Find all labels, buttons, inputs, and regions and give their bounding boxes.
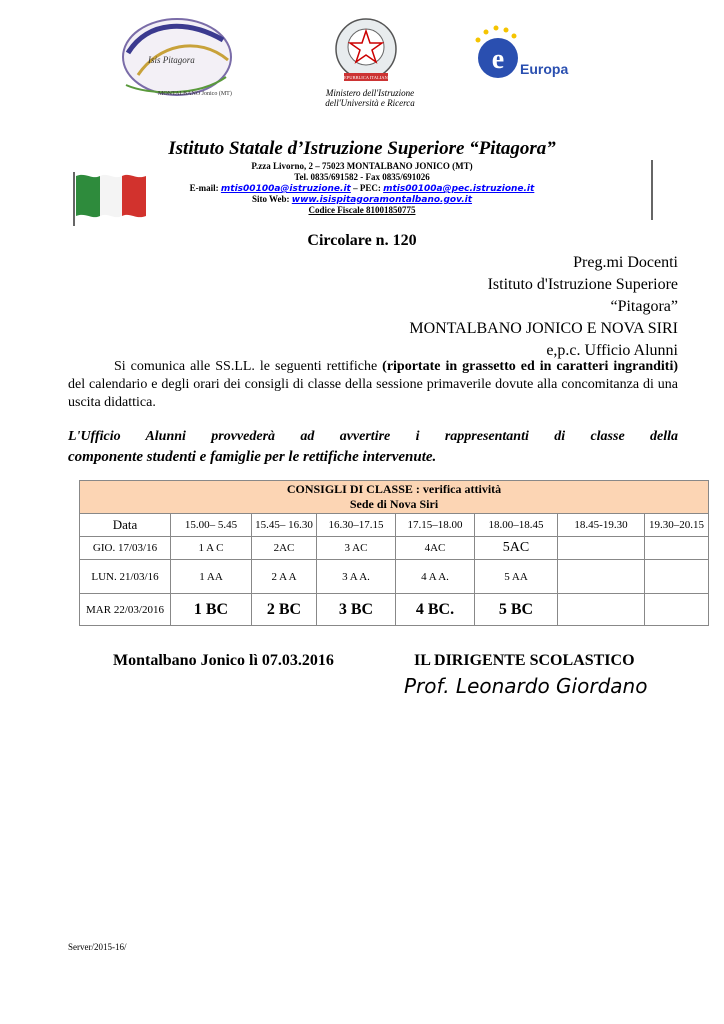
italian-republic-emblem: [330, 15, 402, 87]
table-cell: 3 BC: [317, 594, 396, 626]
school-logo-text: Isis Pitagora: [148, 55, 195, 65]
circolare-number: Circolare n. 120: [307, 232, 417, 249]
pec-link[interactable]: mtis00100a@pec.istruzione.it: [383, 184, 535, 194]
notice-line1: L'Ufficio Alunni provvederà ad avvertire i rappresentanti di classe della: [68, 429, 678, 444]
notice-line2: componente studenti e famiglie per le rettifiche intervenute.: [68, 449, 437, 465]
table-cell: LUN. 21/03/16: [80, 560, 171, 594]
school-logo: [118, 15, 236, 100]
body-text: Si comunica alle SS.LL. le seguenti rettifiche: [114, 359, 383, 374]
column-header: 15.45– 16.30: [252, 514, 317, 537]
table-cell: 5 BC: [475, 594, 558, 626]
email-link[interactable]: mtis00100a@istruzione.it: [220, 184, 351, 194]
table-cell: 3 AC: [317, 537, 396, 560]
table-cell: 5AC: [475, 537, 558, 560]
fiscal-code: Codice Fiscale 81001850775: [308, 205, 416, 215]
table-cell: [645, 537, 709, 560]
recipient-line: MONTALBANO JONICO E NOVA SIRI: [409, 320, 678, 337]
place-date: Montalbano Jonico lì 07.03.2016: [113, 652, 334, 669]
europa-label: Europa: [520, 61, 569, 77]
table-header-row: [80, 514, 709, 537]
vertical-rule: [651, 160, 653, 220]
ministry-line1: Ministero dell'Istruzione: [325, 88, 415, 98]
signatory-name: Prof. Leonardo Giordano: [404, 674, 648, 698]
body-bold-text: (riportate in grassetto ed in caratteri ingranditi): [382, 359, 678, 374]
table-cell: [645, 594, 709, 626]
table-cell: 2 A A: [252, 560, 317, 594]
phone-line: Tel. 0835/691582 - Fax 0835/691026: [294, 172, 430, 182]
table-title-line1: CONSIGLI DI CLASSE : verifica attività: [286, 482, 502, 496]
table-cell: 3 A A.: [317, 560, 396, 594]
table-row: [80, 560, 709, 594]
table-cell: [645, 560, 709, 594]
school-logo-ring-text: MONTALBANO Jonico (MT): [158, 91, 232, 97]
column-header: 18.00–18.45: [475, 514, 558, 537]
column-header: 18.45-19.30: [558, 514, 645, 537]
body-text: del calendario e degli orari dei consigli di classe della sessione primaverile dovute alla concomitanza di una uscita didattica.: [68, 377, 678, 410]
europa-logo: [468, 22, 569, 92]
svg-text:e: e: [491, 44, 505, 75]
address-line: P.zza Livorno, 2 – 75023 MONTALBANO JONICO (MT): [251, 161, 473, 171]
column-header: Data: [80, 514, 171, 537]
column-header: 16.30–17.15: [317, 514, 396, 537]
table-cell: MAR 22/03/2016: [80, 594, 171, 626]
column-header: 19.30–20.15: [645, 514, 709, 537]
italian-flag-icon: [70, 170, 150, 226]
body-paragraph: [68, 358, 678, 412]
ministry-caption: [300, 88, 440, 108]
table-cell: 2 BC: [252, 594, 317, 626]
web-link[interactable]: www.isispitagoramontalbano.gov.it: [291, 195, 473, 205]
recipient-line: e,p.c. Ufficio Alunni: [546, 342, 678, 359]
table-row: [80, 537, 709, 560]
table-cell: GIO. 17/03/16: [80, 537, 171, 560]
table-cell: 1 BC: [171, 594, 252, 626]
notice-paragraph: [68, 427, 678, 467]
institute-title: Istituto Statale d’Istruzione Superiore “Pitagora”: [168, 138, 556, 159]
table-row: [80, 594, 709, 626]
email-label: E-mail:: [189, 183, 219, 193]
footer-reference: Server/2015-16/: [68, 942, 127, 952]
signatory-role: IL DIRIGENTE SCOLASTICO: [414, 652, 635, 669]
council-schedule-table: [79, 480, 709, 626]
recipient-line: Istituto d'Istruzione Superiore: [487, 276, 678, 293]
web-label: Sito Web:: [251, 194, 290, 204]
emblem-ribbon-text: REPUBBLICA ITALIANA: [340, 75, 392, 80]
table-cell: [558, 537, 645, 560]
recipient-line: Preg.mi Docenti: [573, 254, 678, 271]
table-cell: [558, 560, 645, 594]
table-cell: 1 A C: [171, 537, 252, 560]
table-cell: 1 AA: [171, 560, 252, 594]
ministry-line2: dell'Università e Ricerca: [325, 98, 415, 108]
column-header: 17.15–18.00: [396, 514, 475, 537]
table-cell: 5 AA: [475, 560, 558, 594]
table-title-line2: Sede di Nova Siri: [349, 497, 439, 511]
column-header: 15.00– 5.45: [171, 514, 252, 537]
table-cell: [558, 594, 645, 626]
table-title: [80, 481, 709, 514]
table-cell: 4 BC.: [396, 594, 475, 626]
recipient-line: “Pitagora”: [610, 298, 678, 315]
table-cell: 4 A A.: [396, 560, 475, 594]
table-cell: 2AC: [252, 537, 317, 560]
table-cell: 4AC: [396, 537, 475, 560]
pec-label: – PEC:: [353, 183, 381, 193]
